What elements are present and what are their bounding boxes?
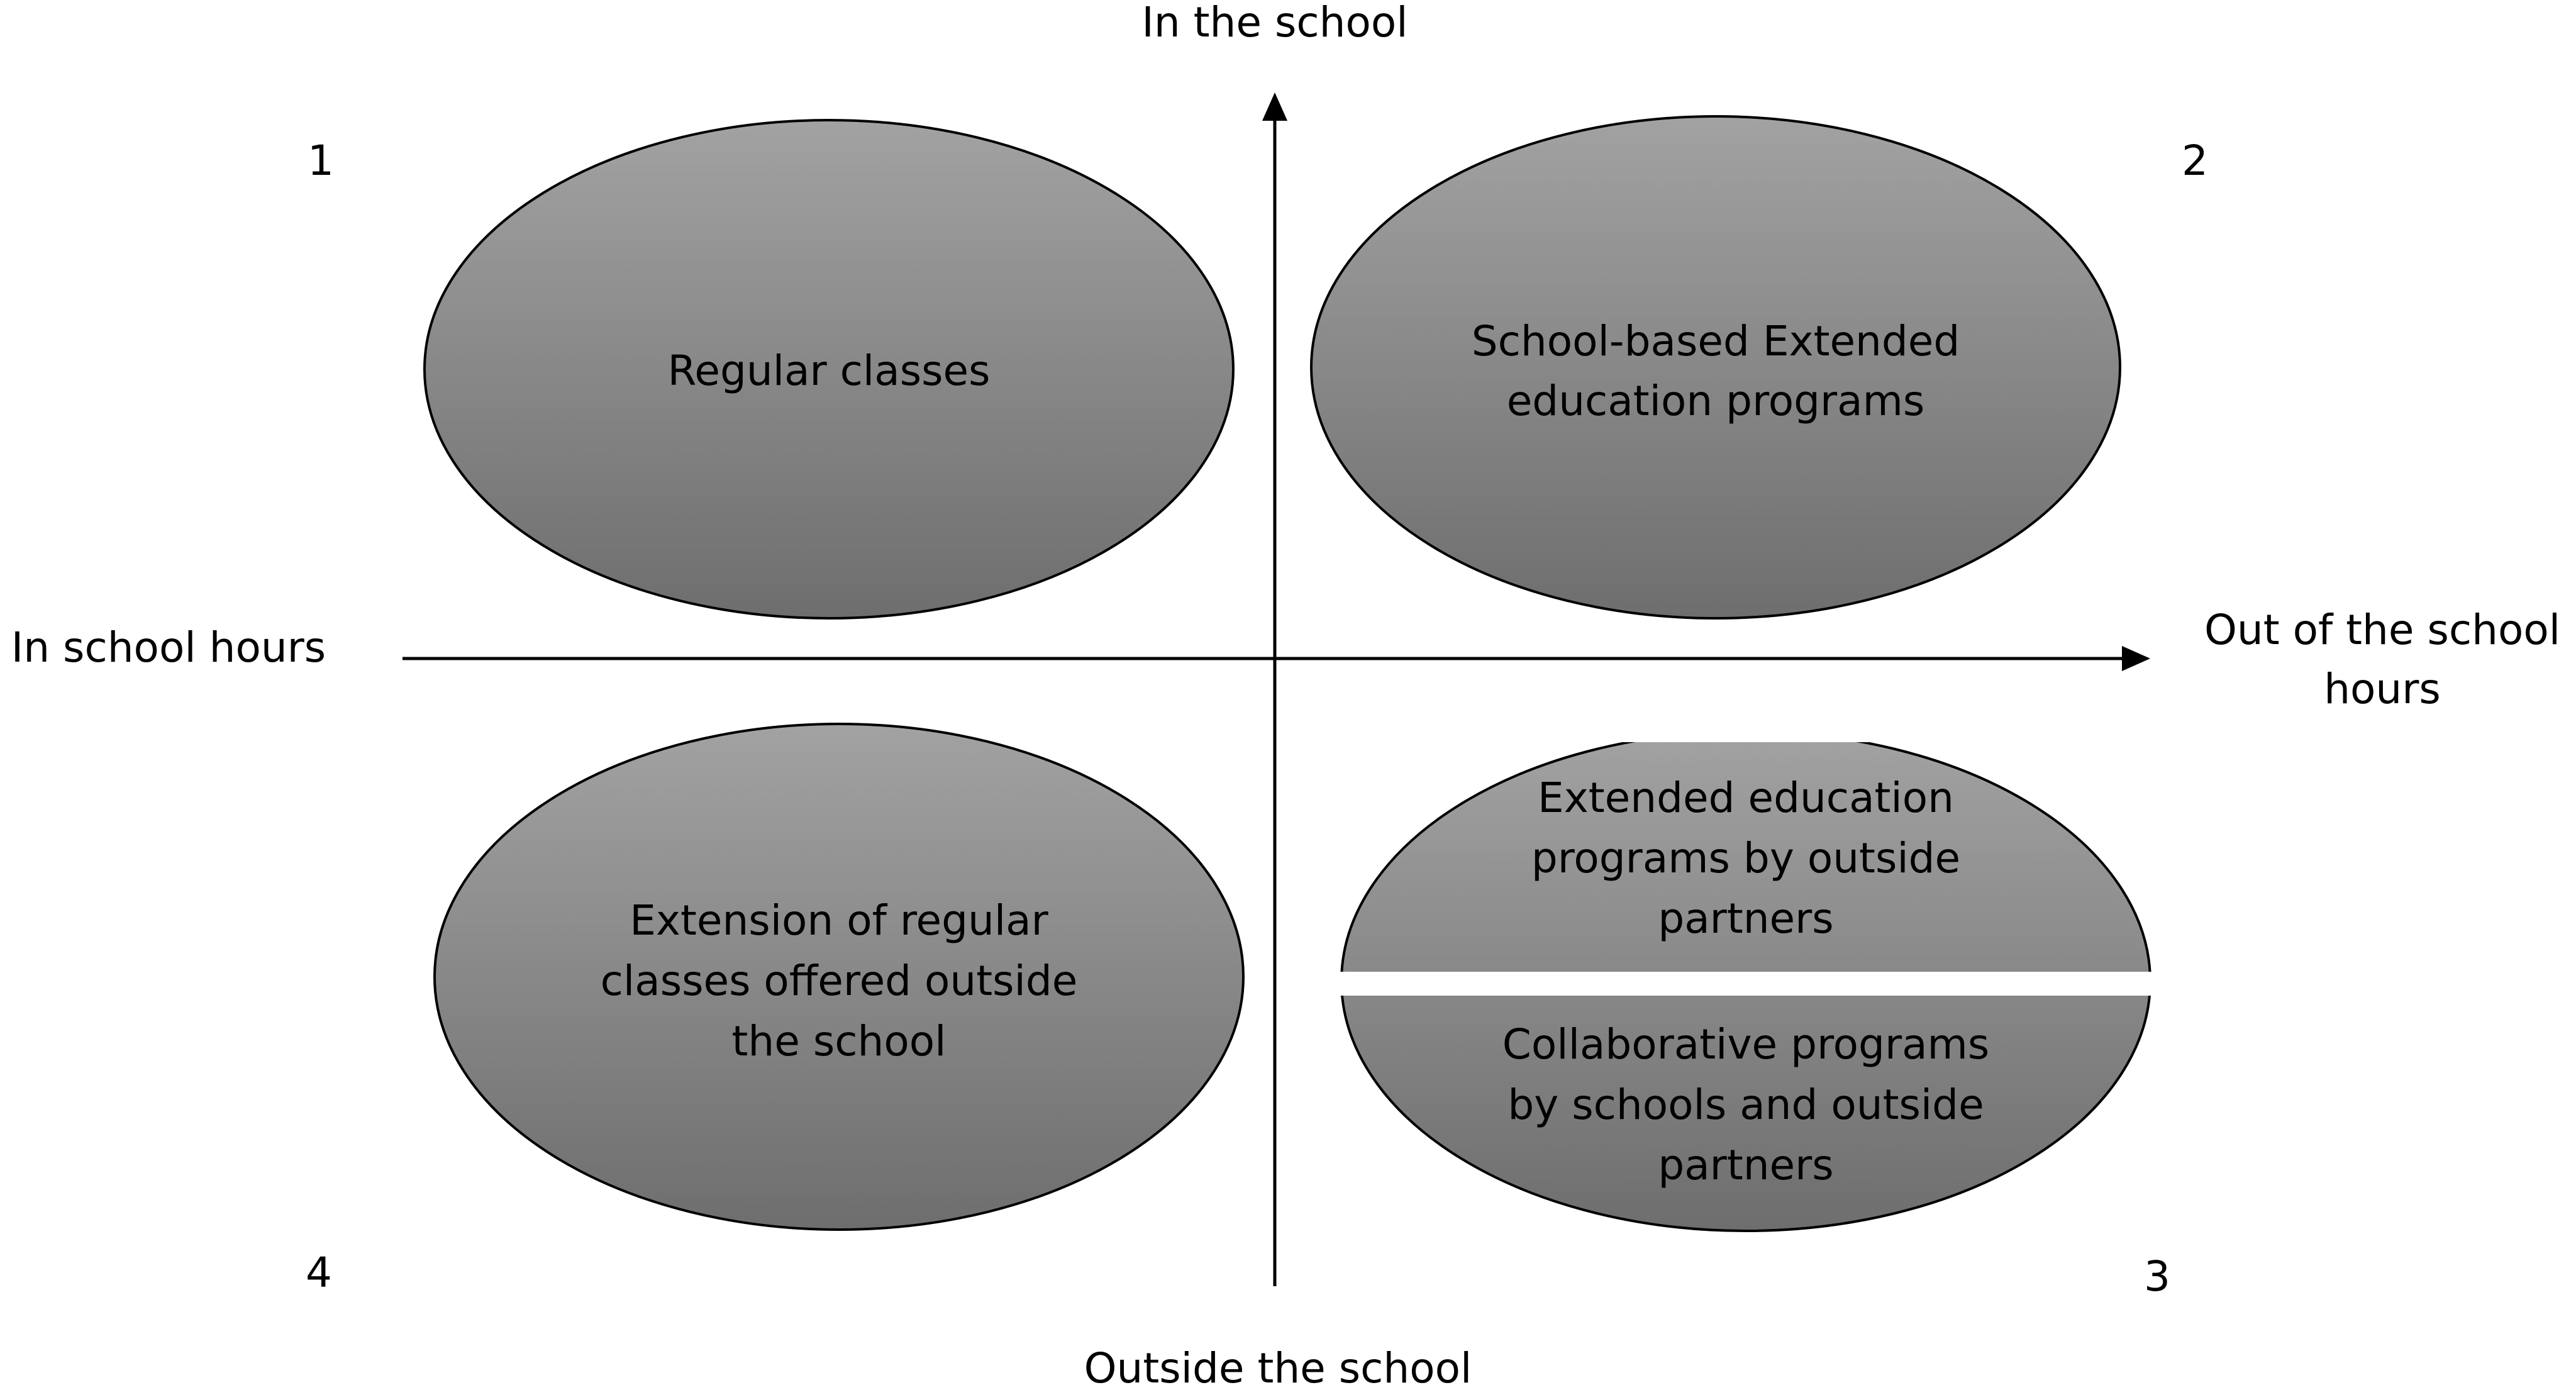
axis-label-bottom: Outside the school xyxy=(1084,1344,1472,1390)
bubble-label-school-based-line1: School-based Extended xyxy=(1471,317,1960,365)
axis-label-top: In the school xyxy=(1141,0,1408,47)
quadrant-number-4: 4 xyxy=(306,1248,332,1297)
quadrant-number-3: 3 xyxy=(2144,1252,2170,1301)
bubble-label-extension-line1: Extension of regular xyxy=(630,896,1048,945)
bubble-label-extension-line3: the school xyxy=(731,1017,947,1065)
bubble-school-based-programs xyxy=(1311,116,2120,618)
bubble-label-collaborative-line2: by schools and outside xyxy=(1507,1081,1984,1129)
axis-label-right-line2: hours xyxy=(2324,665,2441,713)
bubble-label-extension-line2: classes offered outside xyxy=(600,957,1078,1005)
quadrant-number-2: 2 xyxy=(2182,136,2208,185)
axis-label-right-line1: Out of the school xyxy=(2204,606,2561,654)
bubble-label-collaborative-line3: partners xyxy=(1658,1141,1834,1189)
axis-label-left: In school hours xyxy=(11,623,326,672)
split-gap xyxy=(1327,972,2157,996)
bubble-label-outside-partners-line1: Extended education xyxy=(1538,774,1954,822)
bubble-label-outside-partners-line2: programs by outside xyxy=(1531,834,1961,882)
quadrant-number-1: 1 xyxy=(308,136,334,185)
bubble-label-collaborative-line1: Collaborative programs xyxy=(1502,1020,1990,1069)
bubble-label-regular-classes: Regular classes xyxy=(667,347,991,395)
bubble-label-school-based-line2: education programs xyxy=(1506,377,1925,425)
bubble-label-outside-partners-line3: partners xyxy=(1658,894,1834,943)
